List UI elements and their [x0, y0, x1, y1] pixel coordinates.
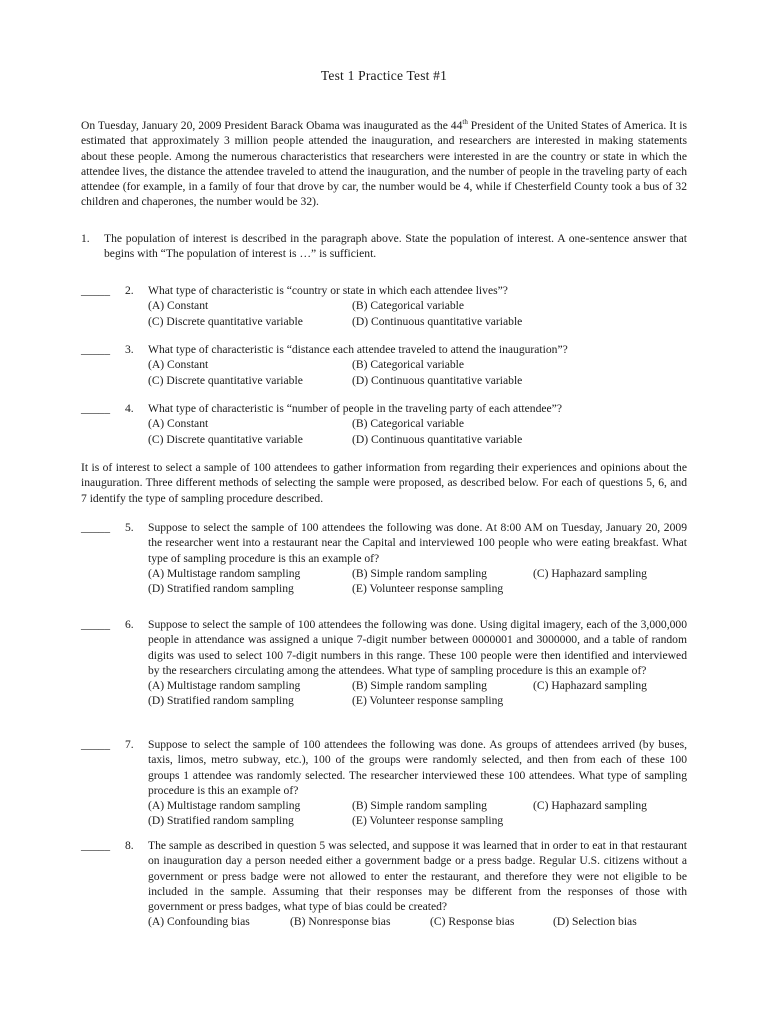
- sampling-intro-paragraph: It is of interest to select a sample of 100 attendees to gather information from regarding their experiences and opinions about the inauguration. Three different methods of selecting the sample were proposed, as described below. For each of questions 5, 6, and 7 identify the type of sampling procedure described.: [81, 461, 687, 505]
- question-stem: What type of characteristic is “distance each attendee traveled to attend the inauguration”?: [148, 343, 568, 356]
- option-d: (D) Stratified random sampling: [148, 582, 294, 596]
- option-e: (E) Volunteer response sampling: [352, 582, 504, 596]
- option-c: (C) Haphazard sampling: [533, 566, 647, 580]
- option-b: (B) Simple random sampling: [352, 799, 487, 813]
- answer-blank[interactable]: _____: [81, 618, 110, 631]
- option-b: (B) Nonresponse bias: [290, 915, 391, 929]
- answer-options: [148, 914, 687, 929]
- question-number: 6.: [125, 618, 134, 631]
- question-2: [81, 283, 687, 329]
- page-title: Test 1 Practice Test #1: [320, 68, 448, 83]
- option-a: (A) Multistage random sampling: [148, 679, 301, 693]
- option-b: (B) Categorical variable: [352, 417, 465, 431]
- option-d: (D) Continuous quantitative variable: [352, 373, 523, 387]
- question-number: 2.: [125, 284, 134, 297]
- option-e: (E) Volunteer response sampling: [352, 694, 504, 708]
- option-c: (C) Discrete quantitative variable: [148, 373, 303, 387]
- answer-blank[interactable]: _____: [81, 521, 110, 534]
- question-4: [81, 401, 687, 447]
- question-3: [81, 342, 687, 388]
- option-b: (B) Simple random sampling: [352, 566, 487, 580]
- intro-text-start: On Tuesday, January 20, 2009 President Barack Obama was inaugurated as the 44: [81, 119, 463, 132]
- question-8: [81, 838, 687, 930]
- intro-paragraph: [81, 118, 687, 210]
- question-number: 7.: [125, 738, 134, 751]
- option-c: (C) Discrete quantitative variable: [148, 314, 303, 328]
- intro-text-end: President of the United States of America. It is estimated that approximately 3 million people attended the inauguration, and researchers are interested in making statements about these people. Among the numerous characteristics that researchers were interested in are the country or state in which the attendee lives, the distance the attendee traveled to attend the inauguration, and the number of people in the traveling party of each attendee (for example, in a family of four that drove by car, the number would be 4, while if Chesterfield County took a bus of 32 children and chaperones, the number would be 32).: [81, 119, 687, 209]
- question-1: [81, 231, 687, 262]
- question-stem: Suppose to select the sample of 100 attendees the following was done. Using digital imagery, each of the 3,000,000 people in attendance was assigned a unique 7-digit number between 0000001 and 3000000, and a table of random digits was used to select 100 7-digit numbers in this range. These 100 people were then identified and interviewed by the researchers circulating among the attendees. What type of sampling procedure is this an example of?: [148, 618, 687, 677]
- option-c: (C) Haphazard sampling: [533, 799, 647, 813]
- option-d: (D) Continuous quantitative variable: [352, 314, 523, 328]
- option-d: (D) Selection bias: [553, 915, 637, 929]
- question-stem: The sample as described in question 5 was selected, and suppose it was learned that in order to eat in that restaurant on inauguration day a person needed either a government badge or a press badge. Regular U.S. citizens without a government or press badge were not allowed to enter the restaurant, and therefore they were not eligible to be included in the sample. Assuming that their responses may be different from the responses of those with government or press badges, what type of bias could be created?: [148, 839, 687, 914]
- answer-blank[interactable]: _____: [81, 402, 110, 415]
- option-c: (C) Discrete quantitative variable: [148, 432, 303, 446]
- question-5: [81, 520, 687, 596]
- question-number: 4.: [125, 402, 134, 415]
- option-a: (A) Constant: [148, 358, 209, 372]
- option-a: (A) Multistage random sampling: [148, 799, 301, 813]
- question-stem: What type of characteristic is “number of people in the traveling party of each attendee”?: [148, 402, 562, 415]
- answer-options: [148, 357, 687, 388]
- answer-blank[interactable]: _____: [81, 738, 110, 751]
- question-number: 8.: [125, 839, 134, 852]
- question-number: 5.: [125, 521, 134, 534]
- option-b: (B) Simple random sampling: [352, 679, 487, 693]
- question-stem: Suppose to select the sample of 100 attendees the following was done. At 8:00 AM on Tuesday, January 20, 2009 the researcher went into a restaurant near the Capital and interviewed 100 people who were eating breakfast. What type of sampling procedure is this an example of?: [148, 521, 687, 565]
- option-c: (C) Response bias: [430, 915, 515, 929]
- question-text: The population of interest is described in the paragraph above. State the population of interest. A one-sentence answer that begins with “The population of interest is …” is sufficient.: [104, 232, 687, 261]
- answer-options: [148, 416, 687, 447]
- option-b: (B) Categorical variable: [352, 299, 465, 313]
- question-number: 3.: [125, 343, 134, 356]
- question-6: [81, 617, 687, 709]
- option-a: (A) Multistage random sampling: [148, 566, 301, 580]
- question-stem: What type of characteristic is “country or state in which each attendee lives”?: [148, 284, 508, 297]
- option-a: (A) Constant: [148, 299, 209, 313]
- question-stem: Suppose to select the sample of 100 attendees the following was done. As groups of attendees arrived (by buses, taxis, limos, metro subway, etc.), 100 of the groups were randomly selected, and then from each of these 100 groups 1 attendee was randomly selected. The researcher interviewed these 100 attendees. What type of sampling procedure is this an example of?: [148, 738, 687, 797]
- question-7: [81, 737, 687, 829]
- option-a: (A) Constant: [148, 417, 209, 431]
- intro-superscript: th: [462, 118, 468, 127]
- option-a: (A) Confounding bias: [148, 915, 250, 929]
- answer-options: [148, 678, 687, 709]
- option-b: (B) Categorical variable: [352, 358, 465, 372]
- answer-options: [148, 298, 687, 329]
- option-e: (E) Volunteer response sampling: [352, 814, 504, 828]
- answer-blank[interactable]: _____: [81, 284, 110, 297]
- answer-options: [148, 798, 687, 829]
- option-d: (D) Continuous quantitative variable: [352, 432, 523, 446]
- question-number: 1.: [81, 232, 90, 245]
- answer-options: [148, 566, 687, 597]
- answer-blank[interactable]: _____: [81, 343, 110, 356]
- answer-blank[interactable]: _____: [81, 839, 110, 852]
- option-d: (D) Stratified random sampling: [148, 814, 294, 828]
- option-c: (C) Haphazard sampling: [533, 679, 647, 693]
- option-d: (D) Stratified random sampling: [148, 694, 294, 708]
